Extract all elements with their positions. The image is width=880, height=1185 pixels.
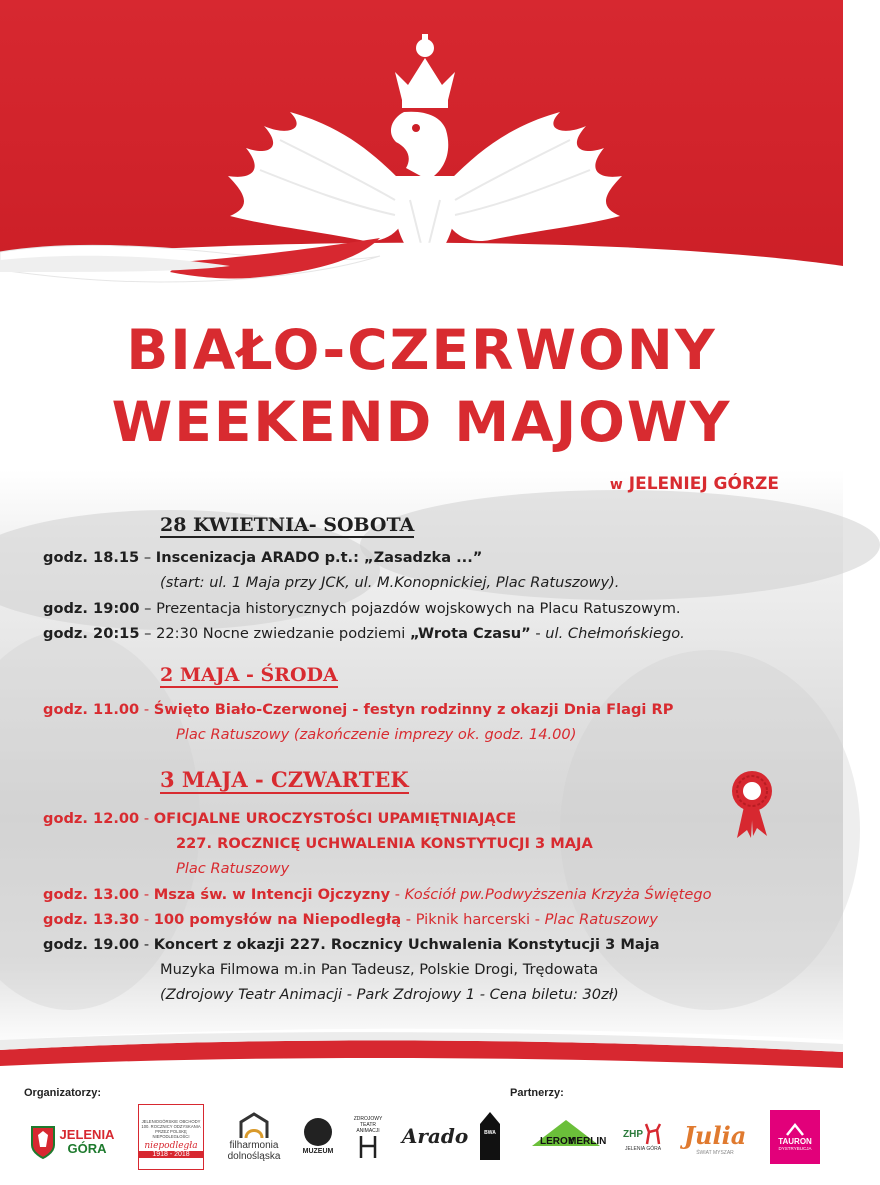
event-place: Kościół pw.Podwyższenia Krzyża Świętego (404, 886, 712, 903)
event-row (43, 600, 681, 617)
poster-title-line1: BIAŁO-CZERWONY (126, 318, 717, 382)
chair-icon (357, 1134, 379, 1160)
zhp-city: JELENIA GÓRA (624, 1146, 662, 1152)
rosette-icon (729, 768, 775, 840)
event-text: Muzyka Filmowa m.in Pan Tadeusz, Polskie Drogi, Trędowata (160, 961, 599, 978)
event-title: Koncert z okazji 227. Rocznicy Uchwalenia Konstytucji 3 Maja (153, 936, 660, 953)
event-sep: - (143, 911, 150, 928)
event-sep: - (143, 886, 150, 903)
jelenia-gora-logo (22, 1120, 122, 1164)
leroy-merlin-emblem-icon (530, 1116, 607, 1156)
event-sep: - (143, 936, 150, 953)
leroy-word: LEROY (540, 1136, 575, 1147)
event-text: 22:30 Nocne zwiedzanie podziemi (156, 625, 410, 642)
jelenia-gora-text (60, 1128, 115, 1156)
event-sep: - (143, 810, 150, 827)
leroy-merlin-logo (528, 1106, 607, 1166)
event-text: Piknik harcerski (415, 911, 531, 928)
event-note: (start: ul. 1 Maja przy JCK, ul. M.Konopnickiej, Plac Ratuszowy). (160, 574, 620, 591)
tauron-logo (770, 1110, 820, 1164)
tauron-emblem-icon (785, 1123, 805, 1137)
julia-text: Julia (683, 1120, 747, 1150)
event-title: Msza św. w Intencji Ojczyzny (153, 886, 391, 903)
event-title: „Wrota Czasu” (410, 625, 531, 642)
event-time: godz. 19.00 (43, 936, 140, 953)
event-title: Święto Biało-Czerwonej - festyn rodzinny z okazji Dnia Flagi RP (153, 701, 674, 718)
zhp-row (623, 1122, 663, 1146)
event-time: godz. 18.15 (43, 549, 140, 566)
flag-ribbon-top (0, 232, 843, 302)
event-row (43, 936, 660, 953)
dolnoslaska-word: dolnośląska (227, 1151, 281, 1162)
subtitle-place: JELENIEJ GÓRZE (628, 474, 779, 494)
gora-word: GÓRA (67, 1141, 107, 1156)
event-dash: - (530, 911, 545, 928)
event-dash: - (401, 911, 416, 928)
event-sep: – (143, 549, 152, 566)
julia-tagline: ŚWIAT MYSZAR (696, 1149, 734, 1156)
event-dash: - (390, 886, 405, 903)
event-row (43, 886, 712, 903)
event-sep: - (143, 701, 150, 718)
event-place: ul. Chełmońskiego. (545, 625, 685, 642)
event-time: godz. 13.30 (43, 911, 140, 928)
tauron-text: TAURON (778, 1137, 812, 1146)
day-heading-28-april: 28 KWIETNIA- SOBOTA (160, 514, 415, 536)
julia-logo (672, 1112, 758, 1164)
partners-label: Partnerzy: (510, 1087, 564, 1099)
event-note: Plac Ratuszowy (176, 860, 290, 877)
niepodlegla-years: 1918 - 2018 (139, 1151, 203, 1158)
coat-of-arms-icon (30, 1125, 56, 1159)
event-place: Plac Ratuszowy (544, 911, 658, 928)
muzeum-text: MUZEUM (302, 1147, 334, 1155)
arado-text: Arado (401, 1124, 469, 1148)
filharmonia-word: filharmonia (229, 1140, 279, 1151)
bwa-text: BWA (484, 1130, 496, 1136)
poster-subtitle (610, 474, 779, 494)
muzeum-emblem-icon (304, 1118, 332, 1146)
event-title: Inscenizacja ARADO p.t.: „Zasadzka ...” (155, 549, 483, 566)
day-heading-3-may: 3 MAJA - CZWARTEK (160, 767, 409, 792)
event-row (43, 911, 658, 928)
flag-ribbon-bottom (0, 1010, 843, 1082)
event-title: OFICJALNE UROCZYSTOŚCI UPAMIĘTNIAJĄCE (153, 810, 517, 827)
event-time: godz. 20:15 (43, 625, 140, 642)
merlin-word: MERLIN (568, 1136, 607, 1147)
event-dash: - (530, 625, 546, 642)
subtitle-prefix: w (609, 477, 623, 493)
event-text: Prezentacja historycznych pojazdów wojskowych na Placu Ratuszowym. (156, 600, 681, 617)
event-row (43, 810, 516, 827)
event-sep: – (144, 600, 152, 617)
filharmonia-emblem-icon (237, 1112, 271, 1140)
event-row (43, 625, 685, 642)
niepodlegla-logo (138, 1104, 204, 1170)
event-note: (Zdrojowy Teatr Animacji - Park Zdrojowy 1 - Cena biletu: 30zł) (160, 986, 619, 1003)
event-time: godz. 19:00 (43, 600, 140, 617)
event-sep: – (144, 625, 152, 642)
event-time: godz. 13.00 (43, 886, 140, 903)
jelenia-word: JELENIA (59, 1127, 115, 1142)
day-heading-2-may: 2 MAJA - ŚRODA (160, 664, 338, 686)
filharmonia-logo (222, 1108, 286, 1166)
niepodlegla-script: niepodległa (144, 1140, 198, 1151)
zhp-logo (620, 1110, 666, 1164)
event-title-cont: 227. ROCZNICĘ UCHWALENIA KONSTYTUCJI 3 MAJA (176, 835, 593, 852)
event-row (43, 701, 673, 718)
event-note: Plac Ratuszowy (zakończenie imprezy ok. godz. 14.00) (176, 726, 577, 743)
poster-title-line2: WEEKEND MAJOWY (111, 390, 732, 454)
zhp-text: ZHP (623, 1128, 643, 1140)
teatr-logo (348, 1112, 388, 1164)
organizers-label: Organizatorzy: (24, 1087, 102, 1099)
event-time: godz. 12.00 (43, 810, 140, 827)
arado-logo (401, 1110, 469, 1162)
muzeum-logo (298, 1110, 338, 1162)
event-row (43, 549, 482, 566)
tauron-tagline: DYSTRYBUCJA (778, 1146, 812, 1151)
deer-icon (643, 1122, 663, 1146)
event-title: 100 pomysłów na Niepodległą (153, 911, 402, 928)
niepodlegla-top: JELENIOGÓRSKIE OBCHODY 100. ROCZNICY ODZYSKANIA PRZEZ POLSKĘ NIEPODLEGŁOŚCI (141, 1118, 201, 1139)
event-time: godz. 11.00 (43, 701, 140, 718)
teatr-text: ZDROJOWY TEATR ANIMACJI (353, 1116, 383, 1134)
bwa-logo (478, 1108, 502, 1162)
